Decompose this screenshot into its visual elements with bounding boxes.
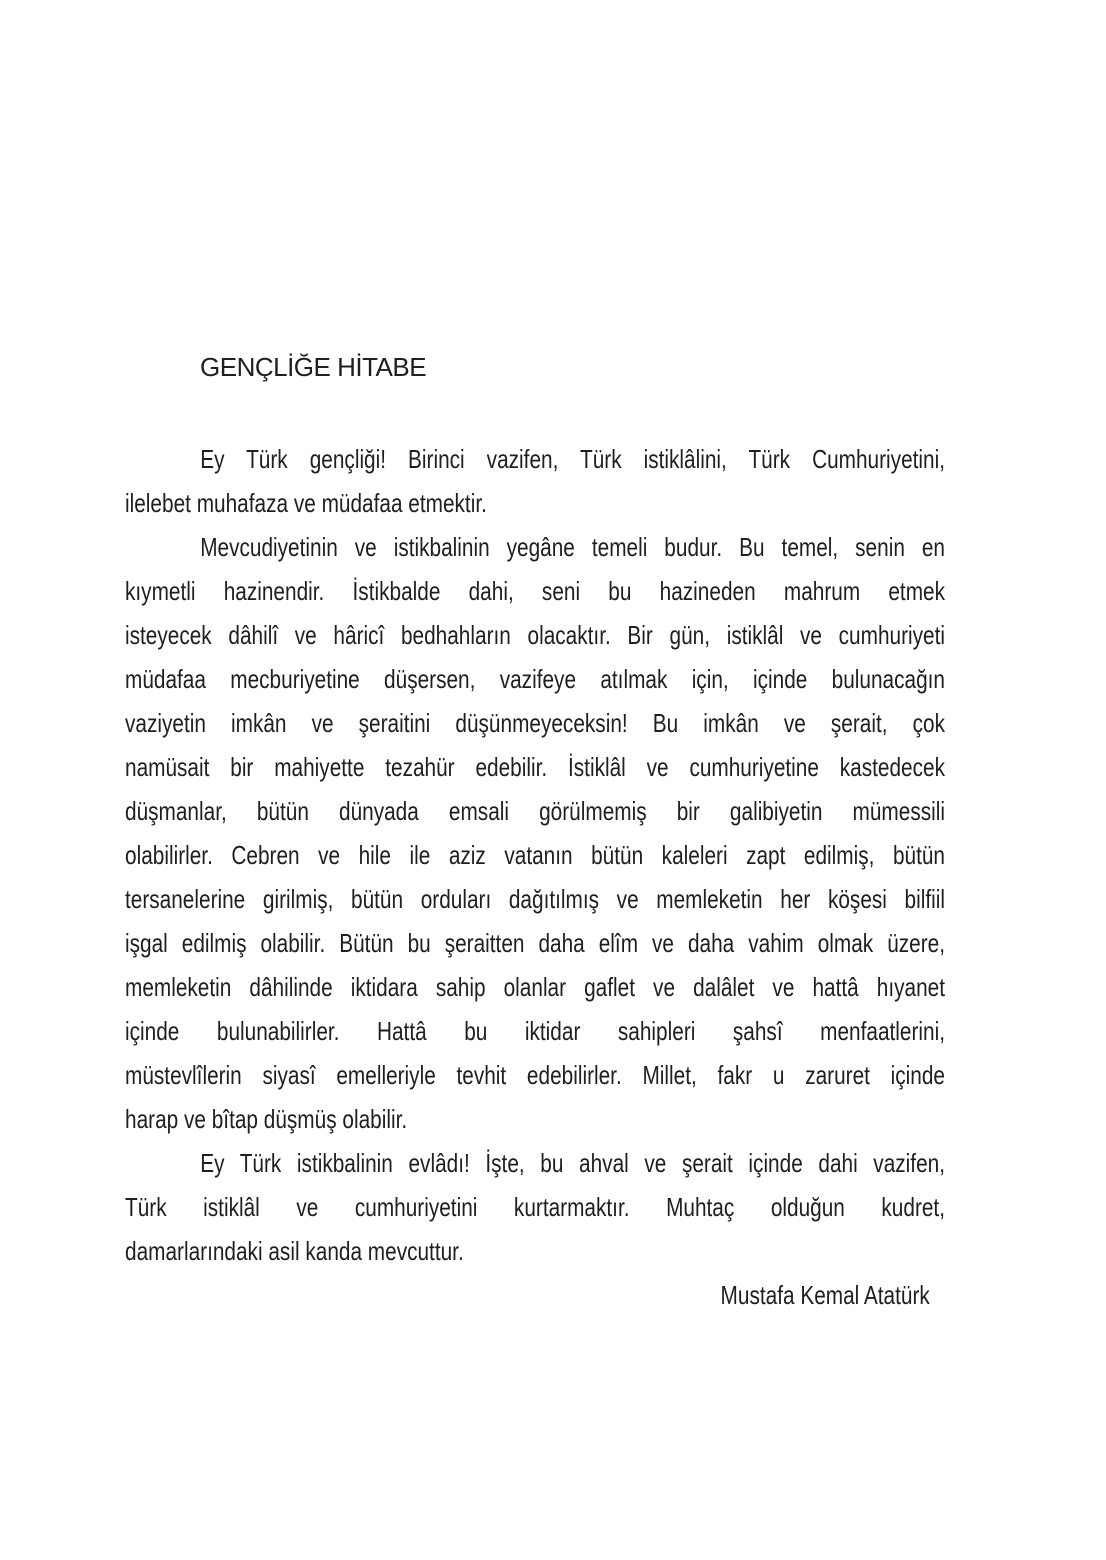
- text-line: müstevlîlerin siyasî emelleriyle tevhit edebilirler. Millet, fakr u zaruret içinde: [125, 1060, 945, 1090]
- text-line: müdafaa mecburiyetine düşersen, vazifeye atılmak için, içinde bulunacağın: [125, 664, 945, 694]
- paragraph-closing: [125, 1141, 945, 1273]
- paragraph-main: [125, 525, 945, 1141]
- text-line: Ey Türk gençliği! Birinci vazifen, Türk istiklâlini, Türk Cumhuriyetini,: [200, 444, 945, 474]
- text-line: memleketin dâhilinde iktidara sahip olanlar gaflet ve dalâlet ve hattâ hıyanet: [125, 972, 945, 1002]
- text-line: vaziyetin imkân ve şeraitini düşünmeyeceksin! Bu imkân ve şerait, çok: [125, 708, 945, 738]
- text-line: işgal edilmiş olabilir. Bütün bu şeraitten daha elîm ve daha vahim olmak üzere,: [125, 928, 945, 958]
- signature: Mustafa Kemal Atatürk: [720, 1280, 930, 1310]
- text-line: ilelebet muhafaza ve müdafaa etmektir.: [125, 488, 487, 518]
- text-line: olabilirler. Cebren ve hile ile aziz vatanın bütün kaleleri zapt edilmiş, bütün: [125, 840, 945, 870]
- text-line: düşmanlar, bütün dünyada emsali görülmemiş bir galibiyetin mümessili: [125, 796, 945, 826]
- paragraph-opening: [125, 437, 945, 525]
- document-body: [125, 437, 945, 1317]
- text-line: damarlarındaki asil kanda mevcuttur.: [125, 1236, 464, 1266]
- text-line: Türk istiklâl ve cumhuriyetini kurtarmaktır. Muhtaç olduğun kudret,: [125, 1192, 945, 1222]
- text-line: namüsait bir mahiyette tezahür edebilir. İstiklâl ve cumhuriyetine kastedecek: [125, 752, 945, 782]
- document-title: GENÇLİĞE HİTABE: [200, 352, 427, 382]
- text-line: Mevcudiyetinin ve istikbalinin yegâne temeli budur. Bu temel, senin en: [200, 532, 945, 562]
- text-line: kıymetli hazinendir. İstikbalde dahi, seni bu hazineden mahrum etmek: [125, 576, 945, 606]
- text-line: isteyecek dâhilî ve hâricî bedhahların olacaktır. Bir gün, istiklâl ve cumhuriyeti: [125, 620, 945, 650]
- text-line: Ey Türk istikbalinin evlâdı! İşte, bu ahval ve şerait içinde dahi vazifen,: [200, 1148, 945, 1178]
- text-line: içinde bulunabilirler. Hattâ bu iktidar sahipleri şahsî menfaatlerini,: [125, 1016, 945, 1046]
- text-line: tersanelerine girilmiş, bütün orduları dağıtılmış ve memleketin her köşesi bilfiil: [125, 884, 945, 914]
- text-line: harap ve bîtap düşmüş olabilir.: [125, 1104, 408, 1134]
